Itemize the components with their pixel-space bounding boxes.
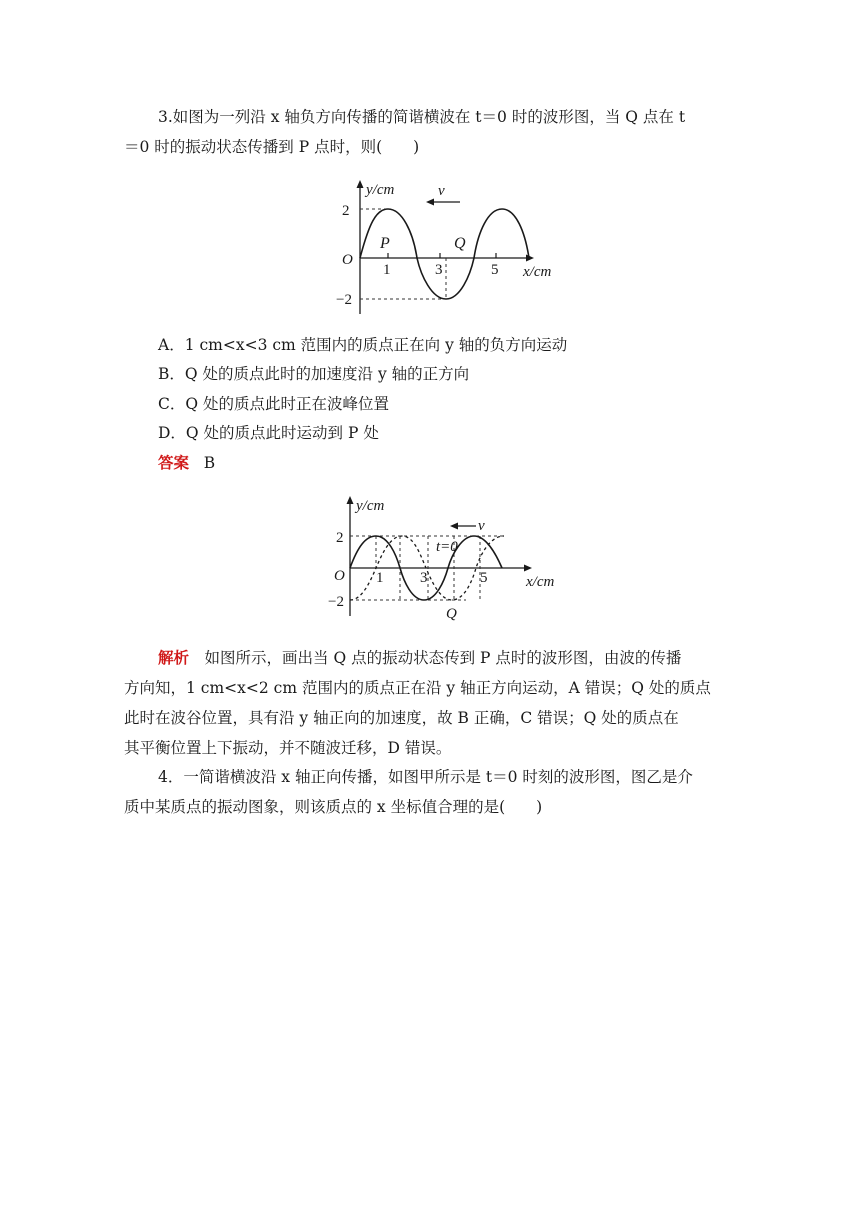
velocity-arrow-head-icon bbox=[450, 523, 458, 530]
point-q-label: Q bbox=[446, 606, 457, 622]
x-tick-label-3: 3 bbox=[435, 262, 443, 278]
time-label: t=0 bbox=[436, 539, 458, 555]
question-3-line-2: ＝0 时的振动状态传播到 P 点时，则( ) bbox=[124, 138, 420, 156]
x-axis-arrow-icon bbox=[526, 255, 534, 262]
wave-figure-2 bbox=[316, 484, 576, 626]
x-axis-arrow-icon bbox=[524, 565, 532, 572]
x-tick-label-1: 1 bbox=[383, 262, 391, 278]
point-p-label: P bbox=[380, 235, 390, 252]
x-tick-label-3: 3 bbox=[420, 570, 428, 586]
x-axis-label: x/cm bbox=[526, 574, 555, 590]
origin-label: O bbox=[334, 568, 345, 584]
answer-label: 答案 bbox=[158, 453, 190, 472]
y-axis-label: y/cm bbox=[356, 498, 385, 514]
analysis-line-2: 方向知，1 cm<x<2 cm 范围内的质点正在沿 y 轴正方向运动，A 错误；Q 处的质点 bbox=[124, 679, 711, 697]
velocity-label: v bbox=[478, 518, 485, 534]
y-axis-label: y/cm bbox=[366, 182, 395, 198]
analysis-text-1: 如图所示，画出当 Q 点的振动状态传到 P 点时的波形图，由波的传播 bbox=[189, 649, 682, 667]
x-tick-label-1: 1 bbox=[376, 570, 384, 586]
option-d: D．Q 处的质点此时运动到 P 处 bbox=[158, 424, 379, 442]
x-tick-label-5: 5 bbox=[491, 262, 499, 278]
answer-line bbox=[158, 453, 778, 473]
wave-figure-1 bbox=[320, 166, 570, 316]
x-axis-label: x/cm bbox=[523, 264, 552, 280]
analysis-line-4: 其平衡位置上下振动，并不随波迁移，D 错误。 bbox=[124, 739, 452, 757]
option-b: B．Q 处的质点此时的加速度沿 y 轴的正方向 bbox=[158, 365, 470, 383]
point-q-label: Q bbox=[454, 235, 466, 252]
question-3-line-1: 3.如图为一列沿 x 轴负方向传播的简谐横波在 t＝0 时的波形图，当 Q 点在 t bbox=[158, 108, 686, 126]
question-4-line-2: 质中某质点的振动图象，则该质点的 x 坐标值合理的是( ) bbox=[124, 798, 543, 816]
velocity-label: v bbox=[438, 183, 445, 199]
analysis-line-1 bbox=[158, 648, 778, 668]
option-a: A．1 cm<x<3 cm 范围内的质点正在向 y 轴的负方向运动 bbox=[158, 336, 568, 354]
y-tick-label-top: 2 bbox=[336, 530, 344, 546]
origin-label: O bbox=[342, 252, 353, 268]
option-c: C．Q 处的质点此时正在波峰位置 bbox=[158, 395, 389, 413]
y-tick-label-bottom: −2 bbox=[336, 292, 352, 308]
y-tick-label-bottom: −2 bbox=[328, 594, 344, 610]
y-axis-arrow-icon bbox=[357, 180, 364, 188]
velocity-arrow-head-icon bbox=[426, 199, 434, 206]
y-tick-label-top: 2 bbox=[342, 203, 350, 219]
x-tick-label-5: 5 bbox=[480, 570, 488, 586]
answer-value: B bbox=[203, 454, 216, 472]
analysis-label: 解析 bbox=[158, 648, 190, 667]
analysis-line-3: 此时在波谷位置，具有沿 y 轴正向的加速度，故 B 正确，C 错误；Q 处的质点在 bbox=[124, 709, 679, 727]
wave-curve bbox=[360, 209, 529, 299]
question-4-line-1: 4．一简谐横波沿 x 轴正向传播，如图甲所示是 t＝0 时刻的波形图，图乙是介 bbox=[158, 768, 693, 786]
y-axis-arrow-icon bbox=[347, 496, 354, 504]
